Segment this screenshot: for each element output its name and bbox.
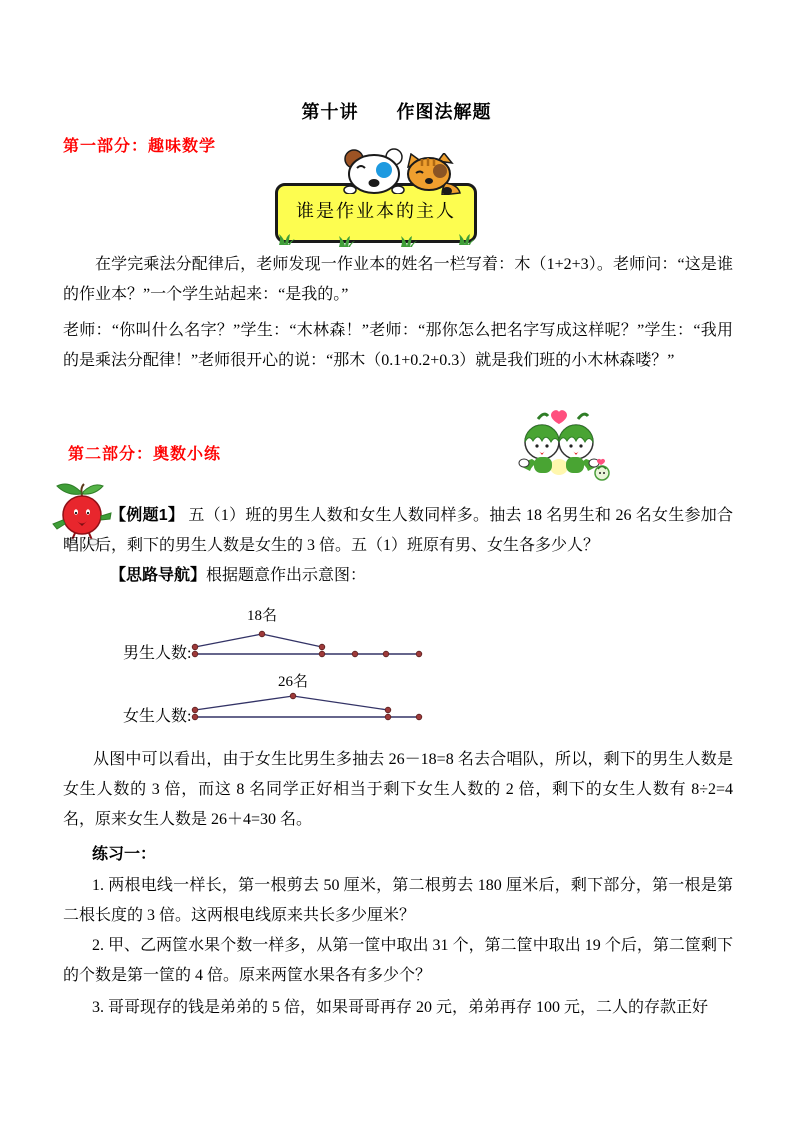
homework-owner-illustration: [275, 148, 480, 248]
grass-icon: [399, 234, 419, 248]
example1-label: 【例题1】: [110, 507, 185, 524]
boys-line-label: 男生人数:: [123, 645, 192, 662]
analysis-paragraph: 从图中可以看出，由于女生比男生多抽去 26－18=8 名去合唱队，所以，剩下的男生人数是女生人数的 3 倍，而这 8 名同学正好相当于剩下女生人数的 2 倍，剩下的女生人数有 8÷2=4 名，原来女生人数是 26＋4=30 名。: [63, 751, 733, 828]
cat-icon: [402, 153, 464, 195]
girls-line-label: 女生人数:: [123, 708, 192, 725]
solution-nav-label: 【思路导航】: [110, 567, 207, 584]
story-paragraph-2: 老师：“你叫什么名字？”学生：“木林森！”老师：“那你怎么把名字写成这样呢？”学生：“我用的是乘法分配律！”老师很开心的说：“那木（0.1+0.2+0.3）就是我们班的小木林森喽？”: [63, 322, 733, 369]
grass-icon: [277, 232, 297, 246]
section2-heading: 第二部分：奥数小练: [68, 446, 222, 463]
dog-icon: [338, 148, 412, 194]
section1-heading: 第一部分：趣味数学: [63, 138, 217, 155]
boys-brace-label: 18名: [246, 608, 278, 624]
practice-problem-2: 2. 甲、乙两筐水果个数一样多，从第一筐中取出 31 个，第二筐中取出 19 个后，第二筐剩下的个数是第一筐的 4 倍。原来两筐水果各有多少个？: [63, 937, 733, 984]
sign-text: 谁是作业本的主人: [296, 201, 456, 221]
example1-paragraph: [63, 501, 733, 561]
solution-nav-paragraph: [63, 561, 733, 591]
story-paragraph-1: 在学完乘法分配律后，老师发现一作业本的姓名一栏写着：木（1+2+3）。老师问：“这是谁的作业本？”一个学生站起来：“是我的。”: [63, 256, 733, 303]
girls-brace-label: 26名: [277, 674, 309, 690]
grass-icon: [457, 232, 477, 246]
line-segment-diagram: [120, 600, 435, 732]
solution-nav-text: 根据题意作出示意图：: [206, 567, 367, 584]
example1-text: 五（1）班的男生人数和女生人数同样多。抽去 18 名男生和 26 名女生参加合唱队后，剩下的男生人数是女生的 3 倍。五（1）班原有男、女生各多少人？: [63, 507, 733, 554]
practice-problem-3: 3. 哥哥现存的钱是弟弟的 5 倍，如果哥哥再存 20 元，弟弟再存 100 元，二人的存款正好: [92, 999, 709, 1016]
grass-icon: [337, 234, 357, 248]
page-title: 第十讲 作图法解题: [301, 102, 492, 122]
practice-heading: 练习一：: [92, 846, 157, 863]
watermelon-couple-icon: [512, 405, 612, 483]
practice-problem-1: 1. 两根电线一样长，第一根剪去 50 厘米，第二根剪去 180 厘米后，剩下部分，第一根是第二根长度的 3 倍。这两根电线原来共长多少厘米？: [63, 877, 733, 924]
